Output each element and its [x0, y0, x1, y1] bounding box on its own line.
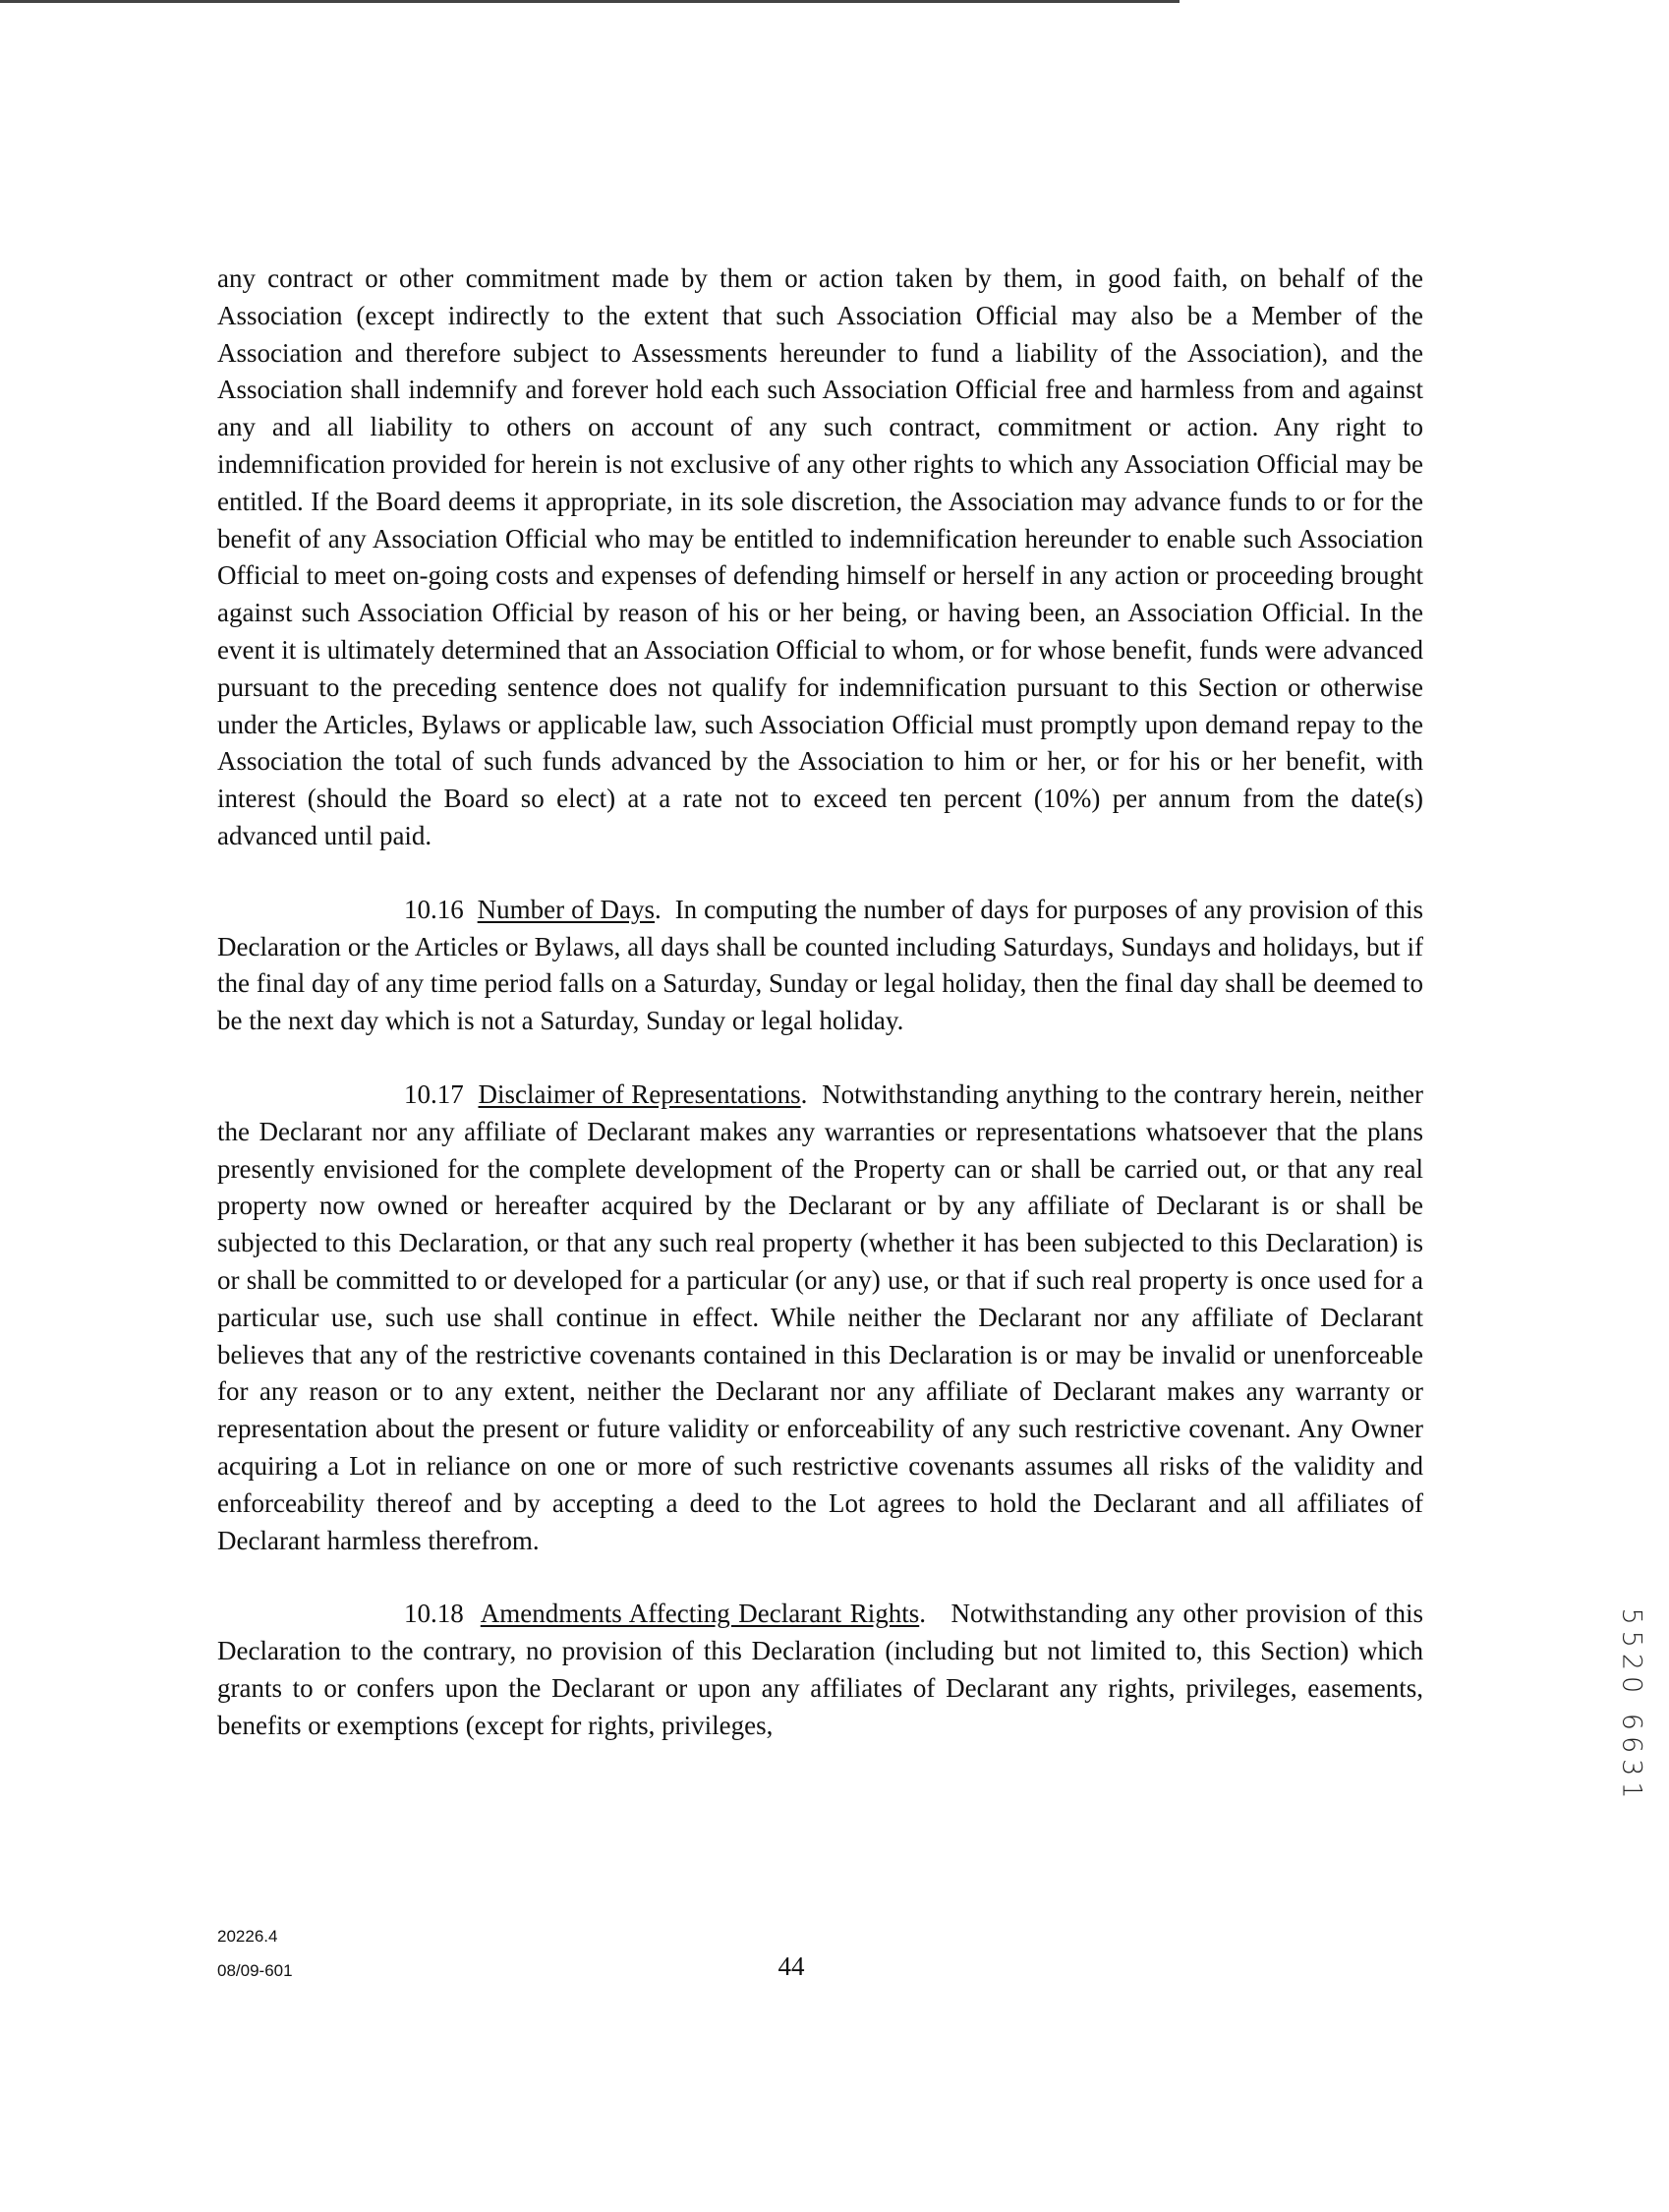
- section-10-17: 10.17 Disclaimer of Representations. Notwithstanding anything to the contrary herein, neither the Declarant nor any affiliate of Declarant makes any warranties or representations whatsoever that the plans presently envisioned for the complete development of the Property can or shall be carried out, or that any real property now owned or hereafter acquired by the Declarant or by any affiliate of Declarant is or shall be subjected to this Declaration, or that any such real property (whether it has been subjected to this Declaration) is or shall be committed to or developed for a particular (or any) use, or that if such real property is once used for a particular use, such use shall continue in effect. While neither the Declarant nor any affiliate of Declarant believes that any of the restrictive covenants contained in this Declaration is or may be invalid or unenforceable for any reason or to any extent, neither the Declarant nor any affiliate of Declarant makes any warranty or representation about the present or future validity or enforceability of any such restrictive covenant. Any Owner acquiring a Lot in reliance on one or more of such restrictive covenants assumes all risks of the validity and enforceability thereof and by accepting a deed to the Lot agrees to hold the Declarant and all affiliates of Declarant harmless therefrom.: [217, 1078, 1423, 1555]
- section-heading: Disclaimer of Representations: [478, 1078, 801, 1109]
- section-heading: Number of Days: [477, 894, 656, 924]
- margin-stamp: [1617, 1573, 1646, 1838]
- footer-doc-code: 20226.4: [217, 1927, 278, 1946]
- top-scan-rule: [0, 0, 1180, 3]
- section-text: Notwithstanding any other provision of this Declaration to the contrary, no provision of this Declaration (including but not limited to, this Section) which grants to or confers upon the Declarant or upon any affiliates of Declarant any rights, privileges, easements, benefits or exemptions (except for rights, privileges,: [217, 1599, 1424, 1740]
- intro-paragraph: any contract or other commitment made by them or action taken by them, in good faith, on behalf of the Association (except indirectly to the extent that such Association Official may also be a Member of the Association and therefore subject to Assessments hereunder to fund a liability of the Association), and the Association shall indemnify and forever hold each such Association Official free and harmless from and against any and all liability to others on account of any such contract, commitment or action. Any right to indemnification provided for herein is not exclusive of any other rights to which any Association Official may be entitled. If the Board deems it appropriate, in its sole discretion, the Association may advance funds to or for the benefit of any Association Official who may be entitled to indemnification hereunder to enable such Association Official to meet on-going costs and expenses of defending himself or herself in any action or proceeding brought against such Association Official by reason of his or her being, or having been, an Association Official. In the event it is ultimately determined that an Association Official to whom, or for whose benefit, funds were advanced pursuant to the preceding sentence does not qualify for indemnification pursuant to this Section or otherwise under the Articles, Bylaws or applicable law, such Association Official must promptly upon demand repay to the Association the total of such funds advanced by the Association to him or her, or for his or her benefit, with interest (should the Board so elect) at a rate not to exceed ten percent (10%) per annum from the date(s) advanced until paid.: [217, 263, 1423, 850]
- section-text: In computing the number of days for purposes of any provision of this Declaration or the Articles or Bylaws, all days shall be counted including Saturdays, Sundays and holidays, but if the final day of any time period falls on a Saturday, Sunday or legal holiday, then the final day shall be deemed to be the next day which is not a Saturday, Sunday or legal holiday.: [217, 894, 1423, 1036]
- section-number: 10.17: [404, 1078, 464, 1109]
- section-10-18: 10.18 Amendments Affecting Declarant Rights. Notwithstanding any other provision of this Declaration to the contrary, no provision of this Declaration (including but not limited to, this Section) which grants to or confers upon the Declarant or upon any affiliates of Declarant any rights, privileges, easements, benefits or exemptions (except for rights, privileges,: [217, 1599, 1424, 1740]
- section-text: Notwithstanding anything to the contrary herein, neither the Declarant nor any affiliate of Declarant makes any warranties or representations whatsoever that the plans presently envisioned for the complete development of the Property can or shall be carried out, or that any real property now owned or hereafter acquired by the Declarant or by any affiliate of Declarant is or shall be subjected to this Declaration, or that any such real property (whether it has been subjected to this Declaration) is or shall be committed to or developed for a particular (or any) use, or that if such real property is once used for a particular use, such use shall continue in effect. While neither the Declarant nor any affiliate of Declarant believes that any of the restrictive covenants contained in this Declaration is or may be invalid or unenforceable for any reason or to any extent, neither the Declarant nor any affiliate of Declarant makes any warranty or representation about the present or future validity or enforceability of any such restrictive covenant. Any Owner acquiring a Lot in reliance on one or more of such restrictive covenants assumes all risks of the validity and enforceability thereof and by accepting a deed to the Lot agrees to hold the Declarant and all affiliates of Declarant harmless therefrom.: [217, 1078, 1423, 1555]
- page-number: 44: [777, 1951, 805, 1981]
- margin-stamp-text: 5520 6631: [1616, 1606, 1647, 1805]
- section-number: 10.16: [404, 894, 464, 924]
- section-heading: Amendments Affecting Declarant Rights: [480, 1599, 920, 1629]
- section-10-16: 10.16 Number of Days. In computing the number of days for purposes of any provision of this Declaration or the Articles or Bylaws, all days shall be counted including Saturdays, Sundays and holidays, but if the final day of any time period falls on a Saturday, Sunday or legal holiday, then the final day shall be deemed to be the next day which is not a Saturday, Sunday or legal holiday.: [217, 894, 1423, 1036]
- document-body: [217, 261, 1423, 1744]
- footer-date-code: 08/09-601: [217, 1961, 293, 1980]
- section-number: 10.18: [404, 1599, 464, 1629]
